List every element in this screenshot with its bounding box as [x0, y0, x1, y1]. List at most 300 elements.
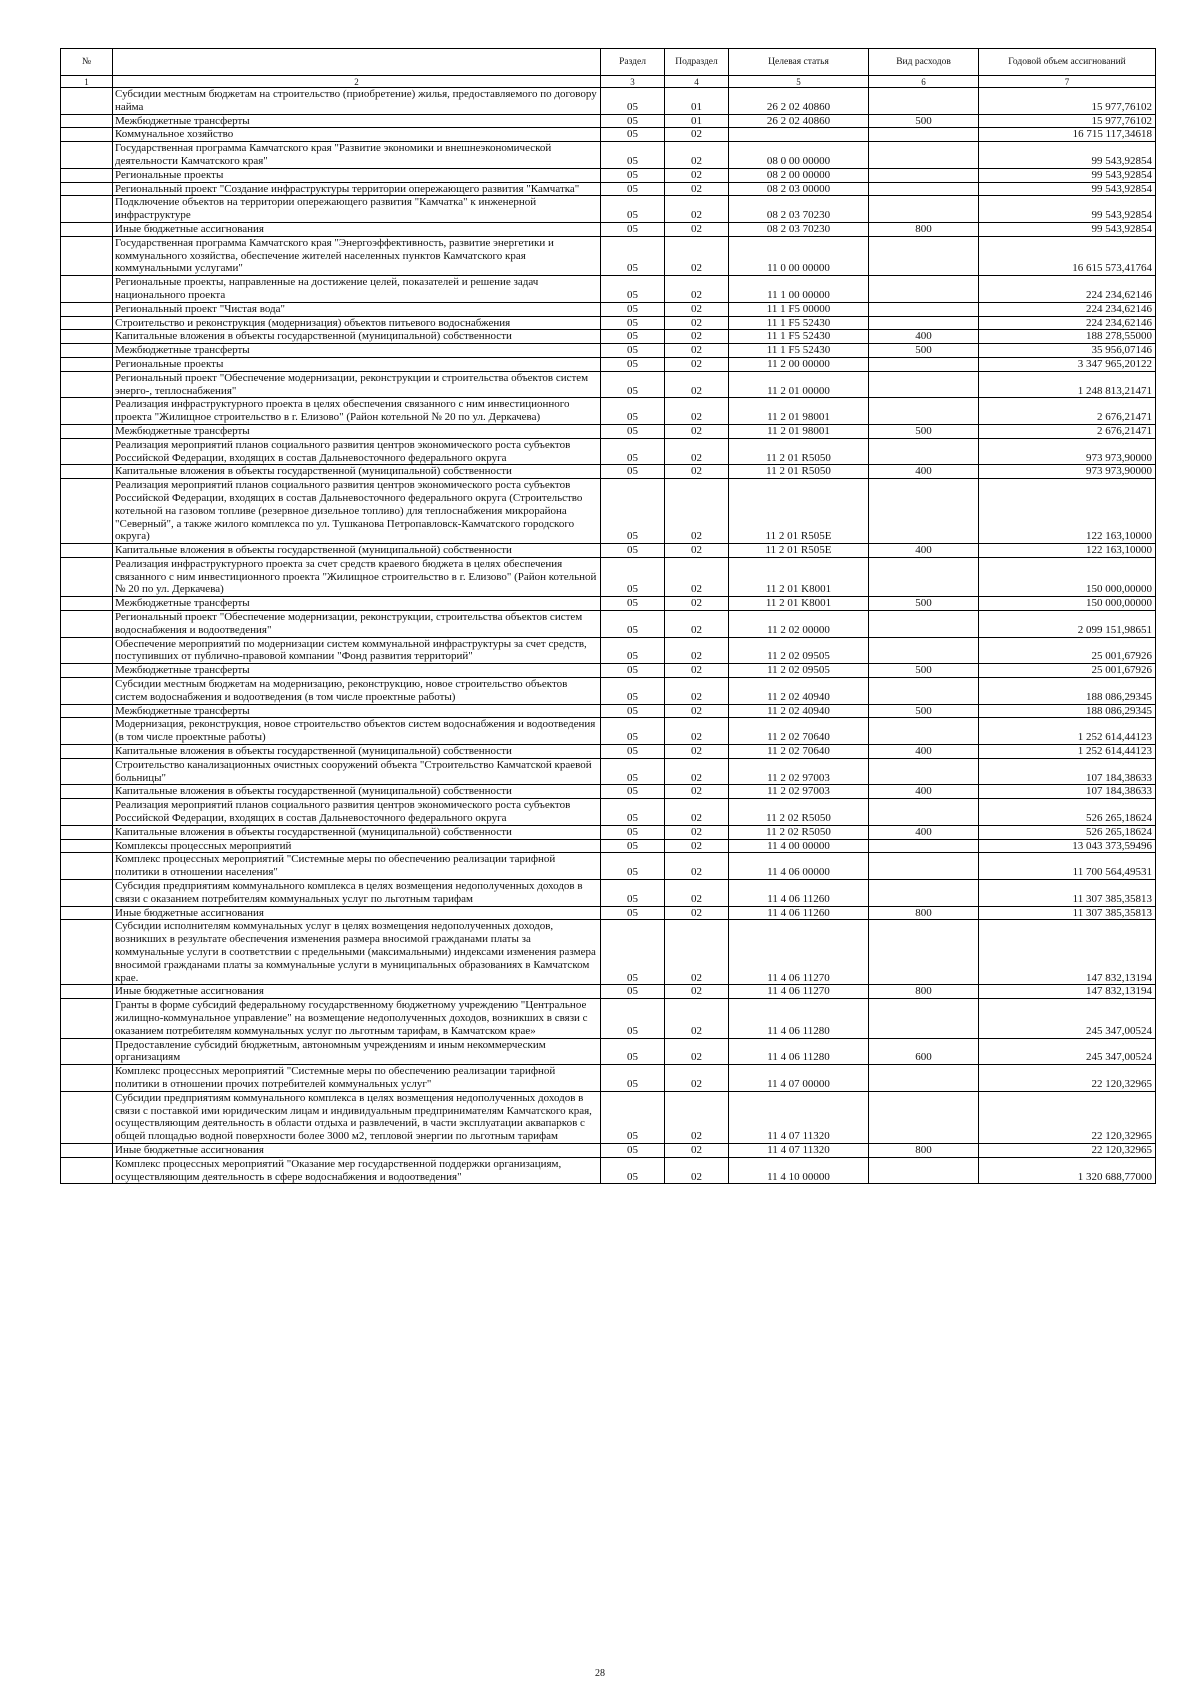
- cell-vr: 500: [869, 114, 979, 128]
- col-number-5: 5: [729, 76, 869, 88]
- cell-amount: 11 700 564,49531: [979, 853, 1156, 880]
- cell-cs: 11 2 01 R505E: [729, 544, 869, 558]
- table-row: [61, 128, 1156, 142]
- cell-cs: 11 1 00 00000: [729, 276, 869, 303]
- cell-amount: 1 320 688,77000: [979, 1157, 1156, 1184]
- table-row: [61, 597, 1156, 611]
- cell-cs: 26 2 02 40860: [729, 114, 869, 128]
- table-row: [61, 785, 1156, 799]
- cell-name: Предоставление субсидий бюджетным, автономным учреждениям и иным некоммерческим организациям: [113, 1038, 601, 1065]
- cell-name: Иные бюджетные ассигнования: [113, 222, 601, 236]
- cell-no: [61, 880, 113, 907]
- cell-amount: 99 543,92854: [979, 196, 1156, 223]
- cell-no: [61, 1065, 113, 1092]
- cell-razdel: 05: [601, 611, 665, 638]
- cell-vr: [869, 479, 979, 544]
- cell-amount: 1 248 813,21471: [979, 371, 1156, 398]
- cell-podrazdel: 02: [665, 479, 729, 544]
- cell-podrazdel: 02: [665, 839, 729, 853]
- col-number-4: 4: [665, 76, 729, 88]
- cell-no: [61, 128, 113, 142]
- table-row: [61, 758, 1156, 785]
- cell-cs: 11 2 02 40940: [729, 704, 869, 718]
- cell-no: [61, 182, 113, 196]
- cell-podrazdel: 02: [665, 424, 729, 438]
- table-row: [61, 182, 1156, 196]
- cell-cs: 11 2 02 09505: [729, 637, 869, 664]
- table-row: [61, 371, 1156, 398]
- cell-razdel: 05: [601, 1143, 665, 1157]
- cell-vr: [869, 557, 979, 596]
- cell-amount: 224 234,62146: [979, 316, 1156, 330]
- cell-name: Региональные проекты, направленные на достижение целей, показателей и решение задач национального проекта: [113, 276, 601, 303]
- cell-podrazdel: 02: [665, 678, 729, 705]
- cell-no: [61, 557, 113, 596]
- cell-razdel: 05: [601, 398, 665, 425]
- cell-amount: 99 543,92854: [979, 168, 1156, 182]
- table-row: [61, 985, 1156, 999]
- cell-razdel: 05: [601, 1091, 665, 1143]
- cell-no: [61, 465, 113, 479]
- cell-name: Капитальные вложения в объекты государственной (муниципальной) собственности: [113, 544, 601, 558]
- cell-name: Межбюджетные трансферты: [113, 424, 601, 438]
- cell-vr: 400: [869, 785, 979, 799]
- cell-razdel: 05: [601, 557, 665, 596]
- cell-podrazdel: 02: [665, 557, 729, 596]
- header-podrazdel: Подраздел: [665, 49, 729, 76]
- cell-cs: 08 0 00 00000: [729, 142, 869, 169]
- cell-amount: 11 307 385,35813: [979, 880, 1156, 907]
- table-row: [61, 398, 1156, 425]
- cell-name: Капитальные вложения в объекты государственной (муниципальной) собственности: [113, 825, 601, 839]
- cell-cs: 11 2 02 R5050: [729, 825, 869, 839]
- cell-vr: [869, 182, 979, 196]
- cell-name: Субсидии предприятиям коммунального комплекса в целях возмещения недополученных доходов в связи с поставкой ими юридическим лицам и индивидуальным предпринимателям Камчатского края, осуществляющим деятельность в области отдыха и развлечений, в части эксплуатации аквапарков с общей площадью водной поверхности более 3000 м2, тепловой энергии по льготным тарифам: [113, 1091, 601, 1143]
- cell-razdel: 05: [601, 853, 665, 880]
- cell-name: Региональный проект "Обеспечение модернизации, реконструкции и строительства объектов систем энерго-, теплоснабжения": [113, 371, 601, 398]
- cell-amount: 99 543,92854: [979, 182, 1156, 196]
- budget-table-sheet: [60, 48, 1155, 1184]
- cell-podrazdel: 02: [665, 758, 729, 785]
- cell-vr: 500: [869, 344, 979, 358]
- cell-razdel: 05: [601, 316, 665, 330]
- cell-podrazdel: 02: [665, 1157, 729, 1184]
- cell-cs: 11 0 00 00000: [729, 236, 869, 275]
- cell-podrazdel: 01: [665, 114, 729, 128]
- cell-podrazdel: 01: [665, 88, 729, 115]
- table-row: [61, 920, 1156, 985]
- cell-name: Капитальные вложения в объекты государственной (муниципальной) собственности: [113, 330, 601, 344]
- cell-name: Межбюджетные трансферты: [113, 344, 601, 358]
- cell-podrazdel: 02: [665, 999, 729, 1038]
- cell-no: [61, 424, 113, 438]
- cell-amount: 245 347,00524: [979, 999, 1156, 1038]
- cell-podrazdel: 02: [665, 316, 729, 330]
- cell-no: [61, 825, 113, 839]
- cell-cs: 11 2 01 R505E: [729, 479, 869, 544]
- cell-no: [61, 664, 113, 678]
- cell-podrazdel: 02: [665, 825, 729, 839]
- table-row: [61, 357, 1156, 371]
- cell-amount: 2 099 151,98651: [979, 611, 1156, 638]
- cell-vr: 400: [869, 745, 979, 759]
- cell-vr: [869, 88, 979, 115]
- cell-no: [61, 276, 113, 303]
- cell-cs: 11 2 00 00000: [729, 357, 869, 371]
- table-row: [61, 344, 1156, 358]
- cell-amount: 16 615 573,41764: [979, 236, 1156, 275]
- cell-podrazdel: 02: [665, 196, 729, 223]
- cell-cs: [729, 128, 869, 142]
- table-row: [61, 196, 1156, 223]
- cell-podrazdel: 02: [665, 544, 729, 558]
- cell-razdel: 05: [601, 222, 665, 236]
- cell-no: [61, 330, 113, 344]
- cell-no: [61, 371, 113, 398]
- cell-amount: 224 234,62146: [979, 276, 1156, 303]
- cell-amount: 188 086,29345: [979, 678, 1156, 705]
- cell-vr: [869, 718, 979, 745]
- cell-vr: [869, 236, 979, 275]
- cell-vr: [869, 276, 979, 303]
- cell-vr: [869, 168, 979, 182]
- table-row: [61, 544, 1156, 558]
- table-row: [61, 438, 1156, 465]
- cell-podrazdel: 02: [665, 853, 729, 880]
- cell-no: [61, 745, 113, 759]
- cell-amount: 22 120,32965: [979, 1091, 1156, 1143]
- cell-amount: 16 715 117,34618: [979, 128, 1156, 142]
- table-row: [61, 704, 1156, 718]
- cell-razdel: 05: [601, 920, 665, 985]
- cell-amount: 526 265,18624: [979, 825, 1156, 839]
- cell-cs: 11 1 F5 52430: [729, 316, 869, 330]
- cell-name: Региональные проекты: [113, 168, 601, 182]
- cell-no: [61, 704, 113, 718]
- cell-cs: 11 4 06 11260: [729, 880, 869, 907]
- table-row: [61, 168, 1156, 182]
- cell-vr: 500: [869, 704, 979, 718]
- table-row: [61, 1157, 1156, 1184]
- col-number-3: 3: [601, 76, 665, 88]
- cell-razdel: 05: [601, 704, 665, 718]
- cell-cs: 11 2 01 K8001: [729, 557, 869, 596]
- header-vid: Вид расходов: [869, 49, 979, 76]
- cell-cs: 11 2 02 09505: [729, 664, 869, 678]
- cell-amount: 973 973,90000: [979, 438, 1156, 465]
- table-row: [61, 853, 1156, 880]
- cell-no: [61, 438, 113, 465]
- cell-razdel: 05: [601, 168, 665, 182]
- table-row: [61, 236, 1156, 275]
- cell-amount: 150 000,00000: [979, 557, 1156, 596]
- cell-razdel: 05: [601, 479, 665, 544]
- cell-name: Строительство и реконструкция (модернизация) объектов питьевого водоснабжения: [113, 316, 601, 330]
- cell-no: [61, 142, 113, 169]
- cell-name: Комплексы процессных мероприятий: [113, 839, 601, 853]
- cell-podrazdel: 02: [665, 637, 729, 664]
- table-row: [61, 479, 1156, 544]
- cell-cs: 11 4 06 11270: [729, 920, 869, 985]
- cell-cs: 11 2 01 K8001: [729, 597, 869, 611]
- table-row: [61, 142, 1156, 169]
- cell-no: [61, 88, 113, 115]
- cell-cs: 11 4 07 00000: [729, 1065, 869, 1092]
- cell-amount: 122 163,10000: [979, 479, 1156, 544]
- header-razdel: Раздел: [601, 49, 665, 76]
- cell-no: [61, 611, 113, 638]
- cell-amount: 3 347 965,20122: [979, 357, 1156, 371]
- cell-name: Комплекс процессных мероприятий "Системные меры по обеспечению реализации тарифной политики в отношении прочих потребителей коммунальных услуг": [113, 1065, 601, 1092]
- cell-amount: 973 973,90000: [979, 465, 1156, 479]
- cell-no: [61, 758, 113, 785]
- table-body: [61, 88, 1156, 1184]
- cell-podrazdel: 02: [665, 664, 729, 678]
- cell-vr: [869, 799, 979, 826]
- cell-amount: 150 000,00000: [979, 597, 1156, 611]
- cell-vr: [869, 758, 979, 785]
- table-row: [61, 637, 1156, 664]
- table-row: [61, 316, 1156, 330]
- cell-podrazdel: 02: [665, 128, 729, 142]
- header-no: №: [61, 49, 113, 76]
- cell-no: [61, 678, 113, 705]
- cell-name: Межбюджетные трансферты: [113, 597, 601, 611]
- cell-name: Субсидии местным бюджетам на строительство (приобретение) жилья, предоставляемого по договору найма: [113, 88, 601, 115]
- cell-cs: 11 4 10 00000: [729, 1157, 869, 1184]
- cell-podrazdel: 02: [665, 745, 729, 759]
- cell-cs: 11 2 01 R5050: [729, 465, 869, 479]
- table-row: [61, 465, 1156, 479]
- table-row: [61, 276, 1156, 303]
- cell-no: [61, 839, 113, 853]
- cell-no: [61, 357, 113, 371]
- cell-name: Межбюджетные трансферты: [113, 664, 601, 678]
- cell-amount: 11 307 385,35813: [979, 906, 1156, 920]
- cell-podrazdel: 02: [665, 1065, 729, 1092]
- cell-no: [61, 236, 113, 275]
- cell-podrazdel: 02: [665, 276, 729, 303]
- cell-name: Обеспечение мероприятий по модернизации систем коммунальной инфраструктуры за счет средств, поступивших от публично-правовой компании "Фонд развития территорий": [113, 637, 601, 664]
- cell-cs: 11 2 02 40940: [729, 678, 869, 705]
- cell-podrazdel: 02: [665, 785, 729, 799]
- cell-name: Капитальные вложения в объекты государственной (муниципальной) собственности: [113, 785, 601, 799]
- cell-cs: 26 2 02 40860: [729, 88, 869, 115]
- cell-podrazdel: 02: [665, 302, 729, 316]
- cell-razdel: 05: [601, 637, 665, 664]
- table-row: [61, 302, 1156, 316]
- table-row: [61, 557, 1156, 596]
- cell-podrazdel: 02: [665, 718, 729, 745]
- cell-no: [61, 785, 113, 799]
- cell-vr: 400: [869, 825, 979, 839]
- cell-vr: 500: [869, 664, 979, 678]
- cell-name: Региональный проект "Обеспечение модернизации, реконструкции, строительства объектов систем водоснабжения и водоотведения": [113, 611, 601, 638]
- cell-amount: 15 977,76102: [979, 114, 1156, 128]
- cell-name: Государственная программа Камчатского края "Энергоэффективность, развитие энергетики и коммунального хозяйства, обеспечение жителей населенных пунктов Камчатского края коммунальными услугами": [113, 236, 601, 275]
- table-row: [61, 114, 1156, 128]
- table-row: [61, 678, 1156, 705]
- cell-name: Иные бюджетные ассигнования: [113, 985, 601, 999]
- cell-cs: 11 2 01 98001: [729, 424, 869, 438]
- cell-name: Реализация инфраструктурного проекта в целях обеспечения связанного с ним инвестиционного проекта "Жилищное строительство в г. Елизово" (Район котельной № 20 по ул. Деркачева): [113, 398, 601, 425]
- cell-amount: 107 184,38633: [979, 758, 1156, 785]
- cell-razdel: 05: [601, 799, 665, 826]
- cell-name: Подключение объектов на территории опережающего развития "Камчатка" к инженерной инфраструктуре: [113, 196, 601, 223]
- cell-vr: [869, 1157, 979, 1184]
- cell-podrazdel: 02: [665, 1143, 729, 1157]
- cell-amount: 99 543,92854: [979, 222, 1156, 236]
- cell-razdel: 05: [601, 182, 665, 196]
- cell-razdel: 05: [601, 880, 665, 907]
- cell-vr: [869, 678, 979, 705]
- cell-no: [61, 718, 113, 745]
- cell-podrazdel: 02: [665, 880, 729, 907]
- cell-podrazdel: 02: [665, 357, 729, 371]
- cell-name: Строительство канализационных очистных сооружений объекта "Строительство Камчатской краевой больницы": [113, 758, 601, 785]
- cell-razdel: 05: [601, 785, 665, 799]
- cell-name: Субсидии местным бюджетам на модернизацию, реконструкцию, новое строительство объектов систем водоснабжения и водоотведения (в том числе проектные работы): [113, 678, 601, 705]
- cell-razdel: 05: [601, 906, 665, 920]
- cell-podrazdel: 02: [665, 398, 729, 425]
- cell-amount: 224 234,62146: [979, 302, 1156, 316]
- cell-amount: 107 184,38633: [979, 785, 1156, 799]
- table-row: [61, 424, 1156, 438]
- cell-vr: 500: [869, 597, 979, 611]
- cell-no: [61, 544, 113, 558]
- cell-no: [61, 853, 113, 880]
- cell-no: [61, 302, 113, 316]
- cell-vr: 400: [869, 544, 979, 558]
- cell-podrazdel: 02: [665, 330, 729, 344]
- cell-vr: [869, 398, 979, 425]
- cell-cs: 11 4 06 11280: [729, 999, 869, 1038]
- cell-name: Реализация мероприятий планов социального развития центров экономического роста субъектов Российской Федерации, входящих в состав Дальневосточного федерального округа: [113, 438, 601, 465]
- cell-vr: [869, 302, 979, 316]
- cell-name: Гранты в форме субсидий федеральному государственному бюджетному учреждению "Центральное жилищно-коммунальное управление" на возмещение недополученных доходов, возникших в связи с оказанием потребителям коммунальных услуг по льготным тарифам, в Камчатском крае»: [113, 999, 601, 1038]
- table-row: [61, 330, 1156, 344]
- cell-podrazdel: 02: [665, 168, 729, 182]
- cell-podrazdel: 02: [665, 222, 729, 236]
- cell-no: [61, 316, 113, 330]
- cell-razdel: 05: [601, 465, 665, 479]
- cell-cs: 11 4 06 11270: [729, 985, 869, 999]
- cell-cs: 11 4 00 00000: [729, 839, 869, 853]
- cell-no: [61, 479, 113, 544]
- col-number-2: 2: [113, 76, 601, 88]
- cell-podrazdel: 02: [665, 344, 729, 358]
- cell-razdel: 05: [601, 357, 665, 371]
- table-row: [61, 611, 1156, 638]
- cell-podrazdel: 02: [665, 906, 729, 920]
- cell-cs: 11 4 06 00000: [729, 853, 869, 880]
- table-column-numbers-row: [61, 76, 1156, 88]
- cell-cs: 11 4 07 11320: [729, 1091, 869, 1143]
- cell-no: [61, 799, 113, 826]
- cell-cs: 11 2 02 97003: [729, 785, 869, 799]
- cell-vr: 800: [869, 906, 979, 920]
- cell-vr: 800: [869, 222, 979, 236]
- table-header-row: [61, 49, 1156, 76]
- cell-amount: 25 001,67926: [979, 664, 1156, 678]
- cell-no: [61, 398, 113, 425]
- table-row: [61, 1143, 1156, 1157]
- cell-name: Реализация мероприятий планов социального развития центров экономического роста субъектов Российской Федерации, входящих в состав Дальневосточного федерального округа (Строительство котельной на газовом топливе (резервное дизельное топливо) для теплоснабжения микрорайона "Северный", а также жилого комплекса по ул. Тушканова Петропавловск-Камчатского городского округа): [113, 479, 601, 544]
- table-row: [61, 999, 1156, 1038]
- cell-no: [61, 637, 113, 664]
- cell-no: [61, 985, 113, 999]
- cell-no: [61, 1091, 113, 1143]
- cell-no: [61, 168, 113, 182]
- budget-table: [60, 48, 1156, 1184]
- cell-podrazdel: 02: [665, 1091, 729, 1143]
- cell-razdel: 05: [601, 999, 665, 1038]
- cell-vr: [869, 611, 979, 638]
- col-number-1: 1: [61, 76, 113, 88]
- table-row: [61, 1038, 1156, 1065]
- cell-amount: 2 676,21471: [979, 398, 1156, 425]
- cell-cs: 11 4 06 11280: [729, 1038, 869, 1065]
- table-row: [61, 664, 1156, 678]
- cell-razdel: 05: [601, 664, 665, 678]
- cell-name: Комплекс процессных мероприятий "Оказание мер государственной поддержки организациям, осуществляющим деятельность в сфере водоснабжения и водоотведения": [113, 1157, 601, 1184]
- page-number: 28: [595, 1668, 605, 1679]
- cell-no: [61, 906, 113, 920]
- cell-no: [61, 196, 113, 223]
- table-row: [61, 799, 1156, 826]
- cell-amount: 188 086,29345: [979, 704, 1156, 718]
- table-row: [61, 880, 1156, 907]
- cell-vr: [869, 853, 979, 880]
- cell-razdel: 05: [601, 839, 665, 853]
- cell-vr: [869, 999, 979, 1038]
- cell-amount: 1 252 614,44123: [979, 745, 1156, 759]
- cell-podrazdel: 02: [665, 182, 729, 196]
- cell-vr: [869, 637, 979, 664]
- cell-name: Региональные проекты: [113, 357, 601, 371]
- cell-razdel: 05: [601, 678, 665, 705]
- cell-vr: [869, 316, 979, 330]
- cell-cs: 11 1 F5 52430: [729, 344, 869, 358]
- cell-name: Капитальные вложения в объекты государственной (муниципальной) собственности: [113, 745, 601, 759]
- cell-vr: [869, 880, 979, 907]
- cell-razdel: 05: [601, 1157, 665, 1184]
- cell-vr: 600: [869, 1038, 979, 1065]
- cell-no: [61, 1143, 113, 1157]
- cell-cs: 11 1 F5 00000: [729, 302, 869, 316]
- cell-cs: 11 4 07 11320: [729, 1143, 869, 1157]
- cell-cs: 11 2 02 97003: [729, 758, 869, 785]
- cell-name: Межбюджетные трансферты: [113, 704, 601, 718]
- cell-vr: [869, 128, 979, 142]
- table-row: [61, 1091, 1156, 1143]
- cell-vr: 400: [869, 465, 979, 479]
- cell-razdel: 05: [601, 597, 665, 611]
- cell-podrazdel: 02: [665, 704, 729, 718]
- cell-razdel: 05: [601, 544, 665, 558]
- cell-podrazdel: 02: [665, 236, 729, 275]
- cell-podrazdel: 02: [665, 438, 729, 465]
- cell-name: Комплекс процессных мероприятий "Системные меры по обеспечению реализации тарифной политики в отношении населения": [113, 853, 601, 880]
- cell-razdel: 05: [601, 825, 665, 839]
- cell-amount: 22 120,32965: [979, 1143, 1156, 1157]
- cell-amount: 147 832,13194: [979, 920, 1156, 985]
- cell-razdel: 05: [601, 88, 665, 115]
- cell-razdel: 05: [601, 114, 665, 128]
- cell-no: [61, 1157, 113, 1184]
- table-row: [61, 718, 1156, 745]
- cell-amount: 147 832,13194: [979, 985, 1156, 999]
